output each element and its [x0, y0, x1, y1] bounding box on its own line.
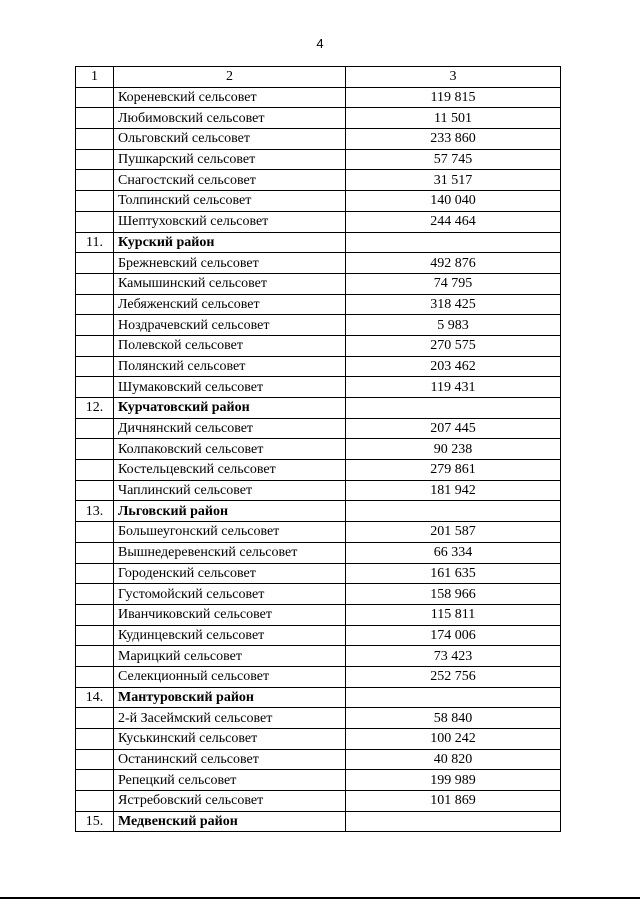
row-number [76, 335, 114, 356]
amount-value: 119 815 [346, 87, 561, 108]
row-number [76, 666, 114, 687]
district-row [76, 398, 561, 419]
row-number [76, 542, 114, 563]
table-row [76, 211, 561, 232]
council-name: Колпаковский сельсовет [114, 439, 346, 460]
table-row [76, 253, 561, 274]
row-number [76, 87, 114, 108]
row-number [76, 377, 114, 398]
amount-value: 279 861 [346, 460, 561, 481]
council-name: Полевской сельсовет [114, 335, 346, 356]
table-header-row [76, 67, 561, 88]
table-row [76, 563, 561, 584]
table-row [76, 749, 561, 770]
bottom-scan-edge [0, 897, 640, 899]
council-name: Большеугонский сельсовет [114, 522, 346, 543]
row-number [76, 749, 114, 770]
amount-value: 40 820 [346, 749, 561, 770]
amount-value: 492 876 [346, 253, 561, 274]
amount-value: 101 869 [346, 791, 561, 812]
amount-value: 203 462 [346, 356, 561, 377]
column-header-3: 3 [346, 67, 561, 88]
council-name: Снагостский сельсовет [114, 170, 346, 191]
row-number [76, 439, 114, 460]
council-name: Костельцевский сельсовет [114, 460, 346, 481]
amount-value: 270 575 [346, 335, 561, 356]
table-row [76, 666, 561, 687]
amount-value: 233 860 [346, 129, 561, 150]
council-name: Чаплинский сельсовет [114, 480, 346, 501]
amount-value: 58 840 [346, 708, 561, 729]
table-row [76, 294, 561, 315]
table-row [76, 418, 561, 439]
amount-value: 244 464 [346, 211, 561, 232]
row-number [76, 315, 114, 336]
council-name: Марицкий сельсовет [114, 646, 346, 667]
row-number [76, 356, 114, 377]
table-row [76, 377, 561, 398]
table-row [76, 604, 561, 625]
council-name: Ноздрачевский сельсовет [114, 315, 346, 336]
row-number [76, 522, 114, 543]
table-row [76, 480, 561, 501]
district-row [76, 811, 561, 832]
amount-value: 90 238 [346, 439, 561, 460]
council-name: Репецкий сельсовет [114, 770, 346, 791]
council-name: Камышинский сельсовет [114, 273, 346, 294]
table-row [76, 108, 561, 129]
district-name: Мантуровский район [114, 687, 346, 708]
table-row [76, 625, 561, 646]
amount-value: 201 587 [346, 522, 561, 543]
amount-value: 100 242 [346, 729, 561, 750]
amount-value: 11 501 [346, 108, 561, 129]
row-number: 14. [76, 687, 114, 708]
row-number [76, 211, 114, 232]
row-number [76, 170, 114, 191]
table-row [76, 315, 561, 336]
table-row [76, 729, 561, 750]
council-name: Ольговский сельсовет [114, 129, 346, 150]
council-name: 2-й Засеймский сельсовет [114, 708, 346, 729]
council-name: Полянский сельсовет [114, 356, 346, 377]
row-number: 13. [76, 501, 114, 522]
row-number [76, 791, 114, 812]
district-row [76, 687, 561, 708]
amount-value: 161 635 [346, 563, 561, 584]
amount-value: 73 423 [346, 646, 561, 667]
table-row [76, 460, 561, 481]
table-row [76, 439, 561, 460]
row-number [76, 129, 114, 150]
council-name: Шумаковский сельсовет [114, 377, 346, 398]
row-number [76, 584, 114, 605]
row-number [76, 294, 114, 315]
row-number [76, 729, 114, 750]
council-name: Останинский сельсовет [114, 749, 346, 770]
table-row [76, 791, 561, 812]
amount-value [346, 811, 561, 832]
row-number [76, 253, 114, 274]
row-number [76, 770, 114, 791]
table-row [76, 356, 561, 377]
table-row [76, 191, 561, 212]
district-row [76, 232, 561, 253]
table-row [76, 87, 561, 108]
row-number [76, 418, 114, 439]
table-row [76, 522, 561, 543]
table-row [76, 542, 561, 563]
allocation-table [75, 66, 561, 832]
row-number [76, 273, 114, 294]
council-name: Иванчиковский сельсовет [114, 604, 346, 625]
council-name: Куськинский сельсовет [114, 729, 346, 750]
district-name: Льговский район [114, 501, 346, 522]
table-body [76, 87, 561, 832]
row-number [76, 149, 114, 170]
amount-value [346, 687, 561, 708]
council-name: Дичнянский сельсовет [114, 418, 346, 439]
table-row [76, 129, 561, 150]
amount-value [346, 398, 561, 419]
table-row [76, 584, 561, 605]
row-number: 11. [76, 232, 114, 253]
council-name: Ястребовский сельсовет [114, 791, 346, 812]
column-header-1: 1 [76, 67, 114, 88]
amount-value: 207 445 [346, 418, 561, 439]
column-header-2: 2 [114, 67, 346, 88]
row-number [76, 563, 114, 584]
table-row [76, 335, 561, 356]
council-name: Селекционный сельсовет [114, 666, 346, 687]
row-number [76, 646, 114, 667]
council-name: Вышнедеревенский сельсовет [114, 542, 346, 563]
table-row [76, 170, 561, 191]
row-number: 12. [76, 398, 114, 419]
amount-value: 140 040 [346, 191, 561, 212]
row-number [76, 108, 114, 129]
amount-value: 158 966 [346, 584, 561, 605]
council-name: Любимовский сельсовет [114, 108, 346, 129]
district-name: Курский район [114, 232, 346, 253]
amount-value: 199 989 [346, 770, 561, 791]
amount-value: 74 795 [346, 273, 561, 294]
council-name: Толпинский сельсовет [114, 191, 346, 212]
council-name: Кореневский сельсовет [114, 87, 346, 108]
council-name: Кудинцевский сельсовет [114, 625, 346, 646]
table-row [76, 770, 561, 791]
table-row [76, 273, 561, 294]
row-number [76, 191, 114, 212]
row-number [76, 625, 114, 646]
council-name: Пушкарский сельсовет [114, 149, 346, 170]
table-row [76, 646, 561, 667]
amount-value [346, 501, 561, 522]
council-name: Шептуховский сельсовет [114, 211, 346, 232]
row-number [76, 604, 114, 625]
amount-value: 181 942 [346, 480, 561, 501]
row-number [76, 480, 114, 501]
amount-value: 252 756 [346, 666, 561, 687]
council-name: Брежневский сельсовет [114, 253, 346, 274]
amount-value: 318 425 [346, 294, 561, 315]
council-name: Лебяженский сельсовет [114, 294, 346, 315]
amount-value: 115 811 [346, 604, 561, 625]
amount-value [346, 232, 561, 253]
amount-value: 5 983 [346, 315, 561, 336]
row-number: 15. [76, 811, 114, 832]
row-number [76, 708, 114, 729]
table-row [76, 708, 561, 729]
page-number: 4 [316, 36, 324, 51]
district-row [76, 501, 561, 522]
district-name: Медвенский район [114, 811, 346, 832]
amount-value: 174 006 [346, 625, 561, 646]
council-name: Городенский сельсовет [114, 563, 346, 584]
amount-value: 119 431 [346, 377, 561, 398]
amount-value: 31 517 [346, 170, 561, 191]
table-row [76, 149, 561, 170]
row-number [76, 460, 114, 481]
amount-value: 57 745 [346, 149, 561, 170]
amount-value: 66 334 [346, 542, 561, 563]
district-name: Курчатовский район [114, 398, 346, 419]
council-name: Густомойский сельсовет [114, 584, 346, 605]
